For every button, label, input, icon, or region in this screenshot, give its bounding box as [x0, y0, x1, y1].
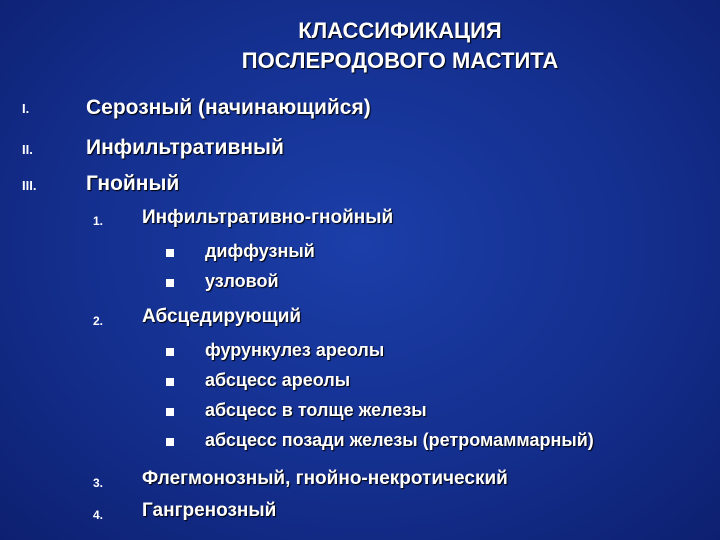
title-line-2: ПОСЛЕРОДОВОГО МАСТИТА: [241, 48, 559, 73]
subitem-phlegmonous: Флегмонозный, гнойно-некротический: [142, 468, 508, 489]
bullet-square: [166, 408, 174, 416]
bullet-square: [166, 438, 174, 446]
bullet-item-areola-abscess: абсцесс ареолы: [205, 370, 351, 390]
subitem-abscessing: Абсцедирующий: [142, 306, 302, 327]
number-marker-1: 1.: [93, 214, 104, 228]
bullet-item-diffuse: диффузный: [205, 241, 315, 261]
roman-marker-1: I.: [22, 101, 30, 116]
bullet-item-nodular: узловой: [205, 271, 279, 291]
bullet-square: [166, 249, 174, 257]
subitem-infiltrative-purulent: Инфильтративно-гнойный: [142, 207, 394, 228]
bullet-item-areola-furunculosis: фурункулез ареолы: [205, 340, 385, 360]
number-marker-4: 4.: [93, 508, 104, 522]
roman-marker-3: III.: [22, 178, 37, 193]
bullet-item-retromammary-abscess: абсцесс позади железы (ретромаммарный): [205, 430, 594, 450]
list-item-serous: Серозный (начинающийся): [86, 96, 371, 119]
roman-marker-2: II.: [22, 142, 33, 157]
bullet-square: [166, 348, 174, 356]
bullet-square: [166, 378, 174, 386]
title-line-1: КЛАССИФИКАЦИЯ: [298, 18, 502, 43]
list-item-purulent: Гнойный: [86, 172, 180, 195]
bullet-square: [166, 279, 174, 287]
list-item-infiltrative: Инфильтративный: [86, 136, 284, 159]
subitem-gangrenous: Гангренозный: [142, 500, 277, 521]
number-marker-2: 2.: [93, 314, 104, 328]
number-marker-3: 3.: [93, 476, 104, 490]
bullet-item-intramammary-abscess: абсцесс в толще железы: [205, 400, 427, 420]
slide-title: [0, 16, 720, 76]
